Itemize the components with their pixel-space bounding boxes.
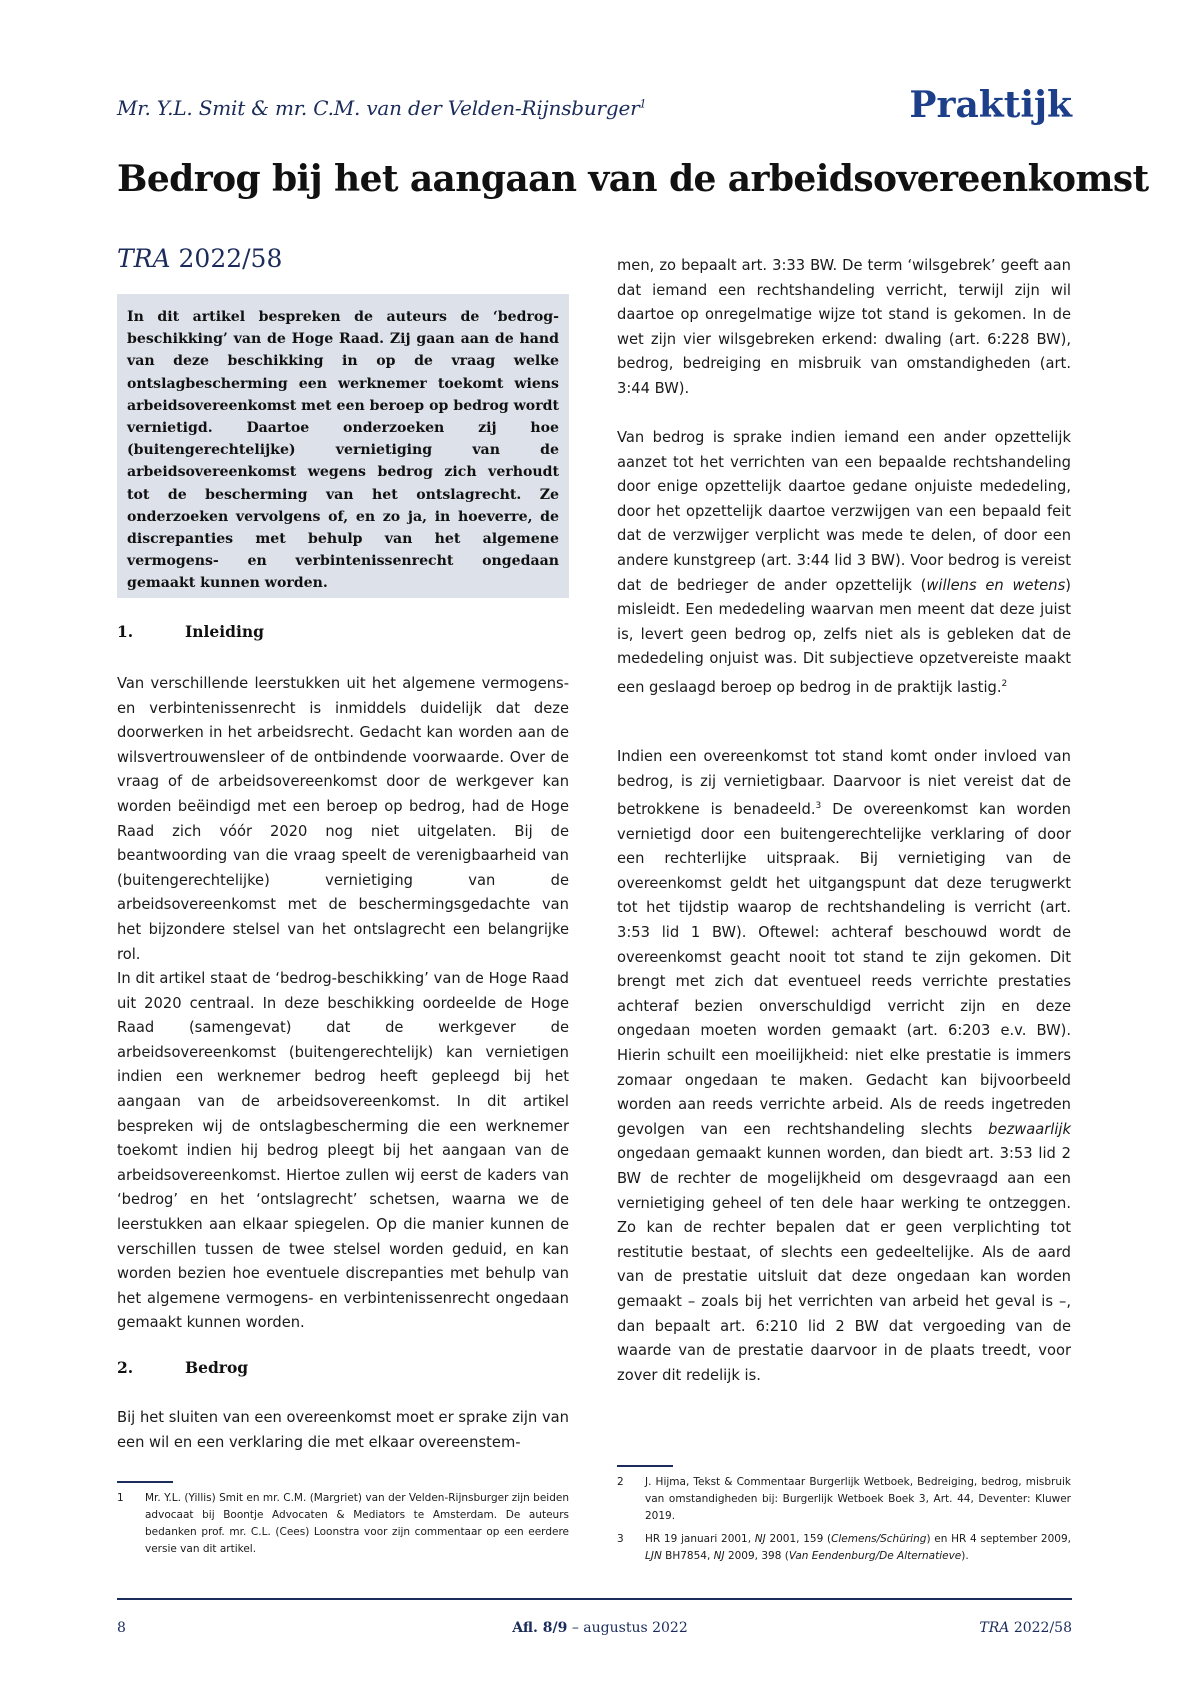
footnote-marker: 2 <box>1001 678 1008 689</box>
paragraph-right-3: Indien een overeenkomst tot stand komt onder invloed van bedrog, is zij vernietigbaar. Daarvoor is niet vereist dat de betrokkene is benadeeld.$^3$ De overeenkomst kan worden vernietigd door een buitengerechtelijke verklaring of door een rechterlijke uitspraak. Bij vernietiging van de overeenkomst geldt het uitgangspunt dat deze terugwerkt tot het tijdstip waarop de rechtshandeling is verricht (art. 3:53 lid 1 BW). Oftewel: achteraf beschouwd wordt de overeenkomst geacht nooit tot stand te zijn gekomen. Dit brengt met zich dat eventueel reeds verrichte prestaties achteraf bezien onverschuldigd verricht zijn en deze ongedaan moeten worden gemaakt (art. 6:203 e.v. BW). Hierin schuilt een moeilijkheid: niet elke prestatie is immers zomaar ongedaan te maken. Gedacht kan bijvoorbeeld worden aan reeds verrichte arbeid. Als de reeds ingetreden gevolgen van een rechtshandeling slechts bezwaarlijk ongedaan gemaakt kunnen worden, dan biedt art. 3:53 lid 2 BW de rechter de mogelijkheid om desgevraagd aan een vernietiging geheel of ten dele haar werking te ontzeggen. Zo kan de rechter bepalen dat er geen verplichting tot restitutie bestaat, of slechts een gedeeltelijke. Als de aard van de prestatie uitsluit dat deze ongedaan kan worden gemaakt – zoals bij het verrichten van arbeid het geval is –, dan bepaalt art. 6:210 lid 2 BW dat vergoeding van de waarde van de prestatie daarvoor in de plaats treedt, voor zover dit redelijk is. <box>617 748 1071 1384</box>
paragraph-right-1: men, zo bepaalt art. 3:33 BW. De term ‘wilsgebrek’ geeft aan dat iemand een rechtshandeling verricht, terwijl zijn wil daartoe op onregelmatige wijze tot stand is gekomen. In de wet zijn vier wilsgebreken erkend: dwaling (art. 6:228 BW), bedrog, bedreiging en misbruik van omstandigheden (art. 3:44 BW). <box>617 257 1071 397</box>
article-title: Bedrog bij het aangaan van de arbeidsovereenkomst <box>117 158 1149 200</box>
paragraph-right-2: Van bedrog is sprake indien iemand een ander opzettelijk aanzet tot het verrichten van een bepaalde rechtshandeling door enige opzettelijk daartoe gedane onjuiste mededeling, door het opzettelijk daartoe verzwijgen van een bepaald feit dat de verzwijger verplicht was mede te delen, of door een andere kunstgreep (art. 3:44 lid 3 BW). Voor bedrog is vereist dat de bedrieger de ander opzettelijk (willens en wetens) misleidt. Een mededeling waarvan men meent dat deze juist is, levert geen bedrog op, zelfs niet als is gebleken dat de mededeling onjuist was. Dit subjectieve opzetvereiste maakt een geslaagd beroep op bedrog in de praktijk lastig.$^2$ <box>617 429 1072 696</box>
footnote-number: 3 <box>617 1533 624 1545</box>
footnote-number: 1 <box>117 1492 124 1504</box>
abstract-box <box>117 294 569 598</box>
abstract-text: In dit artikel bespreken de auteurs de ‘bedrog-beschikking’ van de Hoge Raad. Zij gaan aan de hand van deze beschikking in op de vraag welke ontslagbescherming een werknemer toekomt wiens arbeidsovereenkomst met een beroep op bedrog wordt vernietigd. Daartoe onderzoeken zij hoe (buitengerechtelijke) vernietiging van de arbeidsovereenkomst wegens bedrog zich verhoudt tot de bescherming van het ontslagrecht. Ze onderzoeken vervolgens of, en zo ja, in hoeverre, de discrepanties met behulp van het algemene vermogens- en verbintenissenrecht ongedaan gemaakt kunnen worden. <box>127 309 559 592</box>
section-title: Bedrog <box>185 1358 249 1377</box>
emphasis-text: bezwaarlijk <box>988 1120 1071 1138</box>
issue-info: Afl. 8/9 – augustus 2022 <box>512 1620 688 1636</box>
footnote-number: 2 <box>617 1476 624 1488</box>
section-label: Praktijk <box>909 84 1072 126</box>
emphasis-text: willens en wetens <box>926 576 1066 594</box>
footnote-separator-right <box>617 1465 673 1467</box>
authors-footnote-marker: 1 <box>639 97 647 111</box>
footnote-separator-left <box>117 1481 173 1483</box>
footnote-marker: 3 <box>815 801 822 812</box>
footnote-text: Mr. Y.L. (Yillis) Smit en mr. C.M. (Margriet) van der Velden-Rijnsburger zijn beiden advocaat bij Boontje Advocaten & Mediators te Amsterdam. De auteurs bedanken prof. mr. C.L. (Cees) Loonstra voor zijn commentaar op een eerdere versie van dit artikel. <box>145 1492 569 1555</box>
paragraph-intro-2: In dit artikel staat de ‘bedrog-beschikking’ van de Hoge Raad uit 2020 centraal. In deze beschikking oordeelde de Hoge Raad (samengevat) dat de werkgever de arbeidsovereenkomst (buitengerechtelijk) kan vernietigen indien een werknemer bedrog heeft gepleegd bij het aangaan van de arbeidsovereenkomst. In dit artikel bespreken wij de ontslagbescherming die een werknemer toekomt indien hij bedrog pleegt bij het aangaan van de arbeidsovereenkomst. Hiertoe zullen wij eerst de kaders van ‘bedrog’ en het ‘ontslagrecht’ schetsen, waarna we de leerstukken aan elkaar spiegelen. Op die manier kunnen de verschillen tussen de twee stelsel worden geduid, en kan worden bezien hoe eventuele discrepanties met behulp van het algemene vermogens- en verbintenissenrecht ongedaan gemaakt kunnen worden. <box>117 970 569 1332</box>
footnote-text: HR 19 januari 2001, NJ 2001, 159 (Clemens/Schüring) en HR 4 september 2009, LJN BH7854, NJ 2009, 398 (Van Eendenburg/De Alternatieve). <box>645 1533 1071 1562</box>
footnote-text: J. Hijma, Tekst & Commentaar Burgerlijk Wetboek, Bedreiging, bedrog, misbruik van omstandigheden bij: Burgerlijk Wetboek Boek 3, Art. 44, Deventer: Kluwer 2019. <box>645 1476 1071 1522</box>
article-reference: TRA 2022/58 <box>117 244 283 273</box>
paragraph-intro-1: Van verschillende leerstukken uit het algemene vermogens- en verbintenissenrecht is inmiddels duidelijk dat deze doorwerken in het arbeidsrecht. Gedacht kan worden aan de wilsvertrouwensleer of de ontbindende voorwaarde. Over de vraag of de arbeidsovereenkomst door de werkgever kan worden beëindigd met een beroep op bedrog, had de Hoge Raad zich vóór 2020 nog niet uitgelaten. Bij de beantwoording van die vraag speelt de verenigbaarheid van (buitengerechtelijke) vernietiging van de arbeidsovereenkomst met de beschermingsgedachte van het bijzondere stelsel van het ontslagrecht een belangrijke rol. <box>117 675 569 963</box>
page-number: 8 <box>117 1620 126 1636</box>
paragraph-bedrog-1: Bij het sluiten van een overeenkomst moet er sprake zijn van een wil en een verklaring die met elkaar overeenstem- <box>117 1409 569 1451</box>
section-number: 1. <box>117 622 134 641</box>
footer-rule <box>117 1598 1072 1600</box>
section-title: Inleiding <box>185 622 264 641</box>
footer-reference: TRA 2022/58 <box>979 1620 1072 1636</box>
section-number: 2. <box>117 1358 134 1377</box>
article-authors: Mr. Y.L. Smit & mr. C.M. van der Velden-Rijnsburger$^1$ <box>117 96 647 120</box>
